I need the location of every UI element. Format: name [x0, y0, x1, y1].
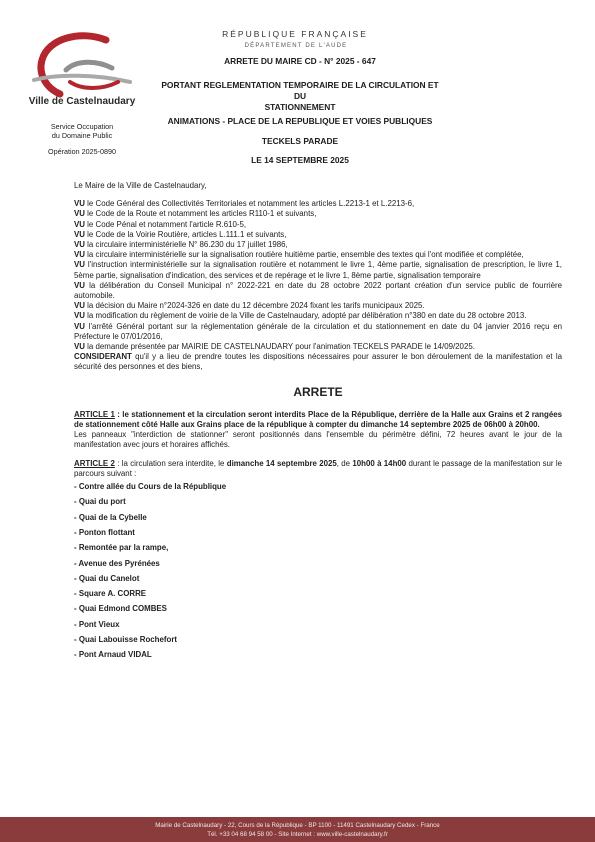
route-item: - Quai du port	[74, 497, 126, 507]
vu-item: VU l'arrêté Général portant sur la réglementation générale de la circulation et du stationnement en date du 04 janvier 2016 reçu en Préfecture le 07/01/2016,	[74, 321, 562, 341]
vu-item: VU le Code de la Voirie Routière, articles L.111.1 et suivants,	[74, 229, 287, 239]
route-item: - Pont Vieux	[74, 619, 120, 629]
arrete-heading: ARRETE	[293, 384, 343, 399]
event-name: TECKELS PARADE	[261, 136, 339, 146]
vu-item: VU le Code de la Route et notamment les articles R110-1 et suivants,	[74, 209, 317, 219]
vu-list	[74, 199, 562, 372]
route-item: - Remontée par la rampe,	[74, 543, 169, 553]
article-1-note: Les panneaux "interdiction de stationner" seront positionnés dans l'ensemble du périmètre défini, 72 heures avant le jour de la manifestation avec jours et horaires affichés.	[74, 430, 562, 450]
route-item: - Quai de la Cybelle	[74, 512, 147, 522]
vu-item: VU la circulaire interministérielle sur la signalisation routière huitième partie, ensemble des textes qui l'ont modifiée et complétée,	[74, 250, 524, 260]
vu-item: VU la décision du Maire n°2024-326 en date du 12 décembre 2024 fixant les tarifs municipaux 2025.	[74, 301, 425, 311]
vu-item: VU l'instruction interministérielle sur la signalisation routière et notamment le livre 1, 4ème partie, signalisation de prescription, le livre 1, 5ème partie, signalisation d'indication, des services et de repérage et le livre 1, 8ème partie, signalisation temporaire	[74, 260, 562, 280]
arrete-object: PORTANT REGLEMENTATION TEMPORAIRE DE LA CIRCULATION ET DU STATIONNEMENT	[161, 80, 439, 112]
article-2-label: ARTICLE 2	[74, 458, 115, 468]
route-item: - Quai Labouisse Rochefort	[74, 635, 178, 645]
route-item: - Pont Arnaud VIDAL	[74, 650, 152, 660]
vu-item: VU le Code Pénal et notamment l'article R.610-5,	[74, 219, 247, 229]
article-1-label: ARTICLE 1	[74, 409, 115, 419]
footer-contact: Tél. +33 04 68 94 58 00 - Site Internet : www.ville-castelnaudary.fr	[207, 831, 388, 838]
route-item: - Avenue des Pyrénées	[74, 558, 160, 568]
route-list	[74, 479, 562, 663]
vu-item: VU la délibération du Conseil Municipal n° 2022-221 en date du 28 octobre 2022 portant création d'un service public de fourrière automobile.	[74, 280, 562, 301]
route-item: - Quai du Canelot	[74, 573, 140, 583]
vu-item: VU le Code Général des Collectivités Territoriales et notamment les articles L.2213-1 et L.2213-6,	[74, 199, 415, 209]
route-item: - Square A. CORRE	[74, 589, 147, 599]
city-name: Ville de Castelnaudary	[28, 96, 136, 107]
route-item: - Contre allée du Cours de la République	[74, 482, 227, 492]
footer-address: Mairie de Castelnaudary - 22, Cours de la République - BP 1100 - 11491 Castelnaudary Cedex - France	[155, 822, 440, 829]
document-body	[74, 181, 562, 663]
arrete-number: ARRETE DU MAIRE CD - N° 2025 - 647	[224, 56, 376, 66]
intro: Le Maire de la Ville de Castelnaudary,	[74, 181, 207, 190]
animation-title: ANIMATIONS - PLACE DE LA REPUBLIQUE ET VOIES PUBLIQUES	[167, 116, 433, 126]
route-item: - Ponton flottant	[74, 527, 135, 537]
article-1	[74, 410, 562, 430]
article-1-text: : le stationnement et la circulation seront interdits Place de la République, derrière de la Halle aux Grains et 2 rangées de stationnement côté Halle aux Grains place de la république à compter du dimanche 14 septembre 2025 de 06h00 à 20h00.	[74, 409, 562, 430]
footer	[0, 817, 595, 842]
vu-item: VU la modification du règlement de voirie de la Ville de Castelnaudary, adopté par délibération n°380 en date du 28 octobre 2013.	[74, 311, 527, 321]
event-date: LE 14 SEPTEMBRE 2025	[251, 155, 349, 165]
departement: DÉPARTEMENT DE L'AUDE	[244, 43, 348, 49]
article-2: ARTICLE 2 : la circulation sera interdite, le dimanche 14 septembre 2025, de 10h00 à 14h00 durant le passage de la manifestation sur le parcours suivant :	[74, 458, 563, 478]
republique-francaise: RÉPUBLIQUE FRANÇAISE	[222, 29, 368, 39]
service-name: Service Occupation du Domaine Public	[50, 122, 114, 140]
vu-item: CONSIDERANT qu'il y a lieu de prendre toutes les dispositions nécessaires pour assurer le bon déroulement de la manifestation et la sécurité des personnes et des biens,	[74, 352, 562, 372]
vu-item: VU la circulaire interministérielle N° 86.230 du 17 juillet 1986,	[74, 240, 288, 250]
vu-item: VU la demande présentée par MAIRIE DE CASTELNAUDARY pour l'animation TECKELS PARADE le 14/09/2025.	[74, 342, 475, 352]
operation-number: Opération 2025-0890	[48, 147, 116, 156]
route-item: - Quai Edmond COMBES	[74, 604, 167, 614]
